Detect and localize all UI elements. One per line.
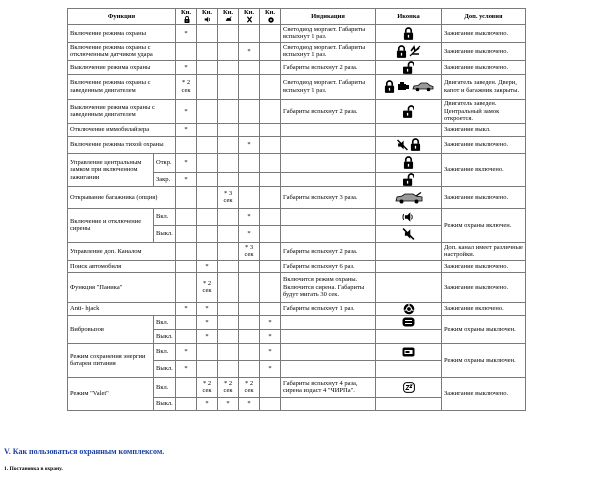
table-row xyxy=(68,99,526,123)
row-condition: Зажигание выключено. xyxy=(442,60,526,74)
button-k5-mark xyxy=(260,272,281,302)
button-k1-mark xyxy=(176,397,197,410)
row-sub-option: Откр. xyxy=(154,153,176,172)
row-condition: Режим охраны включен. xyxy=(442,208,526,242)
button-k1-mark xyxy=(176,260,197,272)
table-row xyxy=(68,42,526,60)
button-k4-mark xyxy=(239,172,260,186)
header-conditions: Доп. условия xyxy=(442,9,526,25)
row-indication: Габариты вспыхнут 6 раз. xyxy=(281,260,376,272)
row-icon xyxy=(376,99,442,123)
button-k3-mark xyxy=(218,272,239,302)
button-k1-mark xyxy=(176,329,197,343)
button-k2-mark xyxy=(197,99,218,123)
button-k4-mark: * xyxy=(239,136,260,153)
row-indication xyxy=(281,360,376,377)
row-icon xyxy=(376,315,442,329)
row-indication xyxy=(281,343,376,360)
row-indication: Габариты вспыхнут 2 раза. xyxy=(281,242,376,260)
row-indication xyxy=(281,172,376,186)
button-k1-mark xyxy=(176,186,197,208)
button-k2-mark xyxy=(197,42,218,60)
row-icon xyxy=(376,302,442,315)
button-k2-mark: * xyxy=(197,260,218,272)
header-kb3: Кн. xyxy=(218,9,239,25)
button-k1-mark: * xyxy=(176,60,197,74)
button-k2-mark xyxy=(197,343,218,360)
row-indication xyxy=(281,136,376,153)
row-sub-option: Вкл. xyxy=(154,377,176,397)
button-k1-mark: * xyxy=(176,172,197,186)
row-icon xyxy=(376,260,442,272)
button-k3-mark xyxy=(218,24,239,42)
header-icon: Иконка xyxy=(376,9,442,25)
button-k1-mark xyxy=(176,315,197,329)
row-condition: Зажигание выключено. xyxy=(442,42,526,60)
button-k5-mark xyxy=(260,42,281,60)
button-k5-mark: * xyxy=(260,315,281,329)
row-indication xyxy=(281,153,376,172)
trunk-icon xyxy=(225,16,232,23)
button-k2-mark xyxy=(197,153,218,172)
button-k1-mark: * xyxy=(176,153,197,172)
button-k1-mark: * xyxy=(176,24,197,42)
unlock-icon xyxy=(402,64,415,71)
button-k3-mark xyxy=(218,343,239,360)
table-row xyxy=(68,123,526,136)
row-function: Включение режима тихой охраны xyxy=(68,136,176,153)
button-k4-mark xyxy=(239,99,260,123)
button-k4-mark: * 3 сек xyxy=(239,242,260,260)
button-k3-mark: * 2 сек xyxy=(218,377,239,397)
button-k1-mark xyxy=(176,136,197,153)
table-row xyxy=(68,343,526,360)
row-indication: Габариты вспыхнут 2 раза. xyxy=(281,99,376,123)
header-kb2: Кн. xyxy=(197,9,218,25)
car-trunk-icon xyxy=(393,194,425,201)
speaker-icon xyxy=(204,16,211,23)
row-function: Включение режима охраны с заведенным двигателем xyxy=(68,74,176,99)
button-k3-mark xyxy=(218,74,239,99)
row-icon xyxy=(376,74,442,99)
row-condition: Зажигание включено. xyxy=(442,153,526,186)
button-k2-mark xyxy=(197,24,218,42)
button-k3-mark: * xyxy=(218,397,239,410)
button-k3-mark xyxy=(218,315,239,329)
row-indication xyxy=(281,397,376,410)
button-k4-mark: * 2 сек xyxy=(239,377,260,397)
row-function: Вибровызов xyxy=(68,315,154,343)
row-function: Режим сохранения энергии батареи питания xyxy=(68,343,154,377)
row-indication: Габариты вспыхнут 4 раза, сирена издаст 4 "ЧИРПа". xyxy=(281,377,376,397)
row-condition: Режим охраны выключен. xyxy=(442,315,526,343)
row-sub-option: Выкл. xyxy=(154,329,176,343)
button-k4-mark xyxy=(239,329,260,343)
button-k5-mark: * xyxy=(260,360,281,377)
row-icon xyxy=(376,153,442,172)
button-k4-mark xyxy=(239,74,260,99)
button-k2-mark: * 2 сек xyxy=(197,377,218,397)
button-k4-mark xyxy=(239,360,260,377)
row-sub-option: Выкл. xyxy=(154,397,176,410)
header-kb4: Кн. xyxy=(239,9,260,25)
row-function: Функция "Паника" xyxy=(68,272,176,302)
row-sub-option: Закр. xyxy=(154,172,176,186)
subsection-heading: 1. Постановка в охрану. xyxy=(4,466,63,472)
button-k3-mark xyxy=(218,302,239,315)
row-icon xyxy=(376,60,442,74)
table-row xyxy=(68,377,526,397)
lock-icon xyxy=(402,159,415,166)
row-icon xyxy=(376,225,442,242)
lock-shock-off-icon xyxy=(395,48,422,55)
button-k2-mark xyxy=(197,123,218,136)
button-k5-mark xyxy=(260,60,281,74)
button-k3-mark xyxy=(218,242,239,260)
button-k2-mark xyxy=(197,74,218,99)
row-sub-option: Вкл. xyxy=(154,343,176,360)
lock-icon xyxy=(184,16,190,23)
row-icon xyxy=(376,42,442,60)
row-condition: Зажигание выключено. xyxy=(442,24,526,42)
row-condition: Зажигание выключено. xyxy=(442,136,526,153)
row-condition: Двигатель заведен. Центральный замок откроется. xyxy=(442,99,526,123)
button-k5-mark xyxy=(260,186,281,208)
button-k1-mark xyxy=(176,208,197,225)
button-k4-mark xyxy=(239,302,260,315)
row-function: Режим "Valet" xyxy=(68,377,154,410)
button-k2-mark xyxy=(197,172,218,186)
button-k2-mark xyxy=(197,360,218,377)
table-row xyxy=(68,242,526,260)
header-indication: Индикация xyxy=(281,9,376,25)
row-function: Anti- hjack xyxy=(68,302,176,315)
row-function: Выключение режима охраны xyxy=(68,60,176,74)
button-k1-mark: * xyxy=(176,99,197,123)
row-indication: Включится режим охраны. Включится сирена. Габариты будут мигать 30 сек. xyxy=(281,272,376,302)
button-k3-mark xyxy=(218,153,239,172)
button-k4-mark xyxy=(239,153,260,172)
button-k5-mark: * xyxy=(260,343,281,360)
button-k4-mark xyxy=(239,260,260,272)
lock-engine-car-icon xyxy=(383,83,435,90)
button-k3-mark xyxy=(218,208,239,225)
button-k4-mark: * xyxy=(239,225,260,242)
row-icon xyxy=(376,343,442,360)
button-k2-mark xyxy=(197,225,218,242)
button-k4-mark xyxy=(239,272,260,302)
row-sub-option: Выкл. xyxy=(154,360,176,377)
header-kb1: Кн. xyxy=(176,9,197,25)
button-k5-mark xyxy=(260,397,281,410)
row-icon xyxy=(376,24,442,42)
button-k3-mark xyxy=(218,329,239,343)
button-k2-mark xyxy=(197,136,218,153)
round-button-icon xyxy=(268,17,274,23)
row-indication: Габариты вспыхнут 2 раза. xyxy=(281,60,376,74)
table-row xyxy=(68,208,526,225)
table-row xyxy=(68,186,526,208)
button-k1-mark: * xyxy=(176,123,197,136)
row-icon xyxy=(376,272,442,302)
anti-hijack-icon xyxy=(402,305,416,312)
table-row xyxy=(68,60,526,74)
button-k1-mark: * xyxy=(176,343,197,360)
button-k2-mark: * 2 сек xyxy=(197,272,218,302)
row-icon xyxy=(376,242,442,260)
button-k3-mark: * 3 сек xyxy=(218,186,239,208)
button-k4-mark xyxy=(239,24,260,42)
row-condition: Зажигание выключено. xyxy=(442,377,526,410)
button-k4-mark xyxy=(239,123,260,136)
button-k5-mark xyxy=(260,302,281,315)
silent-lock-icon xyxy=(396,141,422,148)
button-k3-mark xyxy=(218,123,239,136)
lock-icon xyxy=(402,30,415,37)
button-k1-mark: * xyxy=(176,360,197,377)
button-k4-mark: * xyxy=(239,208,260,225)
row-icon xyxy=(376,397,442,410)
button-k3-mark xyxy=(218,360,239,377)
button-k4-mark xyxy=(239,60,260,74)
row-condition: Двигатель заведен. Двери, капот и багажник закрыты. xyxy=(442,74,526,99)
button-k5-mark xyxy=(260,123,281,136)
row-function: Включение режима охраны с отключенным датчиком удара xyxy=(68,42,176,60)
row-condition: Режим охраны выключен. xyxy=(442,343,526,377)
button-k3-mark xyxy=(218,225,239,242)
table-row xyxy=(68,272,526,302)
button-k5-mark xyxy=(260,377,281,397)
button-k2-mark xyxy=(197,186,218,208)
row-indication: Светодиод моргает. Габариты вспыхнут 1 раз. xyxy=(281,74,376,99)
button-k5-mark xyxy=(260,136,281,153)
button-k1-mark xyxy=(176,242,197,260)
row-function: Отключение иммобилайзера xyxy=(68,123,176,136)
unlock-icon xyxy=(402,176,415,183)
battery-save-icon xyxy=(401,348,416,355)
row-indication xyxy=(281,123,376,136)
row-sub-option: Вкл. xyxy=(154,208,176,225)
button-k2-mark: * xyxy=(197,315,218,329)
button-k5-mark xyxy=(260,99,281,123)
button-k4-mark xyxy=(239,186,260,208)
header-row xyxy=(68,9,526,25)
row-function: Открывание багажника (опция) xyxy=(68,186,176,208)
shock-sensor-off-icon xyxy=(246,16,253,23)
button-k5-mark xyxy=(260,74,281,99)
header-function: Функция xyxy=(68,9,176,25)
unlock-icon xyxy=(402,108,415,115)
button-k3-mark xyxy=(218,42,239,60)
table-row xyxy=(68,302,526,315)
row-function: Включение режима охраны xyxy=(68,24,176,42)
row-indication xyxy=(281,225,376,242)
button-k4-mark xyxy=(239,343,260,360)
button-k2-mark xyxy=(197,242,218,260)
row-icon xyxy=(376,136,442,153)
button-k5-mark xyxy=(260,225,281,242)
button-k2-mark: * xyxy=(197,329,218,343)
row-function: Управление доп. Каналом xyxy=(68,242,176,260)
button-k3-mark xyxy=(218,60,239,74)
table-row xyxy=(68,24,526,42)
row-icon xyxy=(376,329,442,343)
function-table xyxy=(67,8,526,411)
button-k1-mark: * 2 сек xyxy=(176,74,197,99)
button-k1-mark xyxy=(176,42,197,60)
row-function: Управление центральным замком при включенном зажигании xyxy=(68,153,154,186)
row-icon xyxy=(376,208,442,225)
row-function: Включение и отключение сирены xyxy=(68,208,154,242)
table-row xyxy=(68,315,526,329)
button-k4-mark: * xyxy=(239,42,260,60)
table-row xyxy=(68,136,526,153)
button-k5-mark xyxy=(260,260,281,272)
row-indication: Светодиод моргает. Габариты вспыхнут 1 раз. xyxy=(281,24,376,42)
siren-on-icon xyxy=(401,213,416,220)
button-k2-mark xyxy=(197,60,218,74)
header-kb5: Кн. xyxy=(260,9,281,25)
button-k3-mark xyxy=(218,172,239,186)
row-condition: Доп. канал имеет различные настройки. xyxy=(442,242,526,260)
row-function: Поиск автомобиля xyxy=(68,260,176,272)
row-icon xyxy=(376,360,442,377)
section-heading[interactable]: V. Как пользоваться охранным комплексом. xyxy=(4,447,165,456)
row-condition: Зажигание выключено. xyxy=(442,272,526,302)
valet-mode-icon xyxy=(402,384,416,391)
button-k5-mark: * xyxy=(260,329,281,343)
row-indication: Габариты вспыхнут 1 раз. xyxy=(281,302,376,315)
button-k1-mark xyxy=(176,272,197,302)
row-sub-option: Выкл. xyxy=(154,225,176,242)
row-icon xyxy=(376,123,442,136)
button-k2-mark xyxy=(197,208,218,225)
button-k5-mark xyxy=(260,24,281,42)
button-k1-mark: * xyxy=(176,302,197,315)
row-icon xyxy=(376,377,442,397)
row-indication: Габариты вспыхнут 3 раза. xyxy=(281,186,376,208)
row-icon xyxy=(376,186,442,208)
button-k3-mark xyxy=(218,260,239,272)
row-condition: Зажигание включено. xyxy=(442,302,526,315)
button-k5-mark xyxy=(260,242,281,260)
table-row xyxy=(68,153,526,172)
siren-off-icon xyxy=(401,230,416,237)
button-k2-mark: * xyxy=(197,302,218,315)
row-condition: Зажигание выключено. xyxy=(442,186,526,208)
vibration-icon xyxy=(401,319,416,326)
table-row xyxy=(68,74,526,99)
button-k1-mark xyxy=(176,225,197,242)
table-row xyxy=(68,260,526,272)
row-icon xyxy=(376,172,442,186)
button-k4-mark: * xyxy=(239,397,260,410)
button-k5-mark xyxy=(260,153,281,172)
button-k3-mark xyxy=(218,99,239,123)
button-k1-mark xyxy=(176,377,197,397)
row-indication xyxy=(281,208,376,225)
row-indication xyxy=(281,315,376,329)
button-k4-mark xyxy=(239,315,260,329)
row-indication: Светодиод моргает. Габариты вспыхнут 1 раз. xyxy=(281,42,376,60)
button-k5-mark xyxy=(260,172,281,186)
row-indication xyxy=(281,329,376,343)
button-k3-mark xyxy=(218,136,239,153)
button-k5-mark xyxy=(260,208,281,225)
row-sub-option: Вкл. xyxy=(154,315,176,329)
row-condition: Зажигание выкл. xyxy=(442,123,526,136)
button-k2-mark: * xyxy=(197,397,218,410)
row-function: Выключение режима охраны с заведенным двигателем xyxy=(68,99,176,123)
row-condition: Зажигание выключено. xyxy=(442,260,526,272)
